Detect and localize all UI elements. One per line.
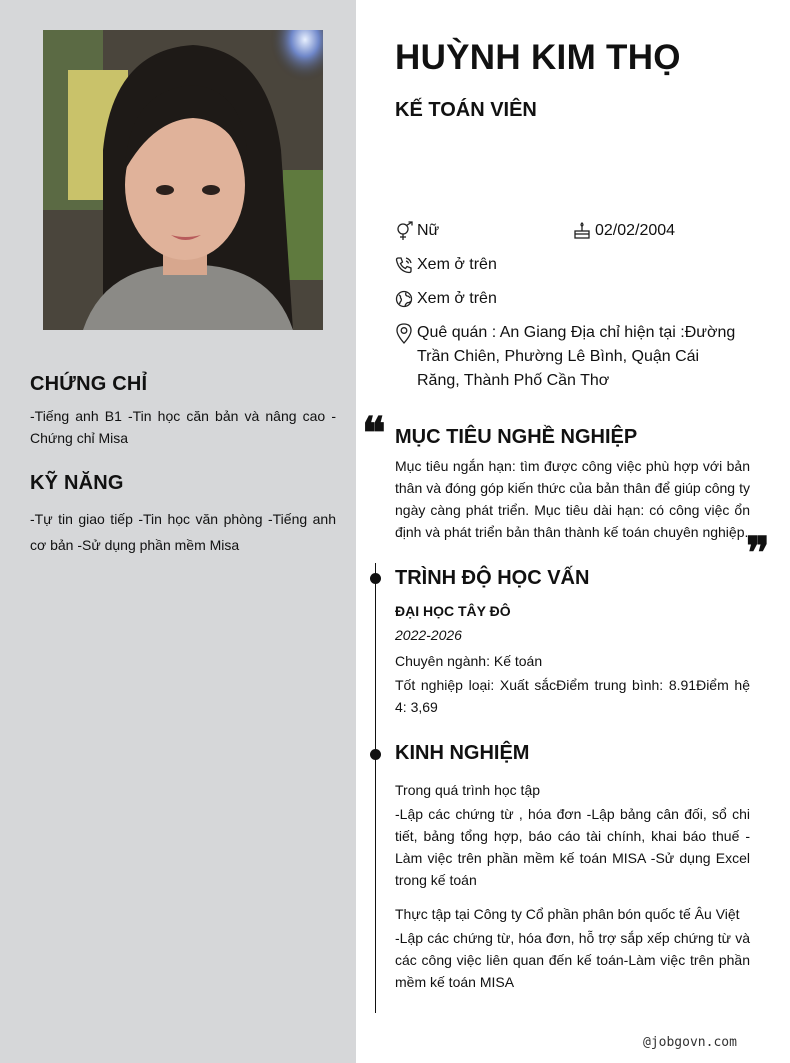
candidate-name: HUỲNH KIM THỌ [395,38,681,77]
phone-value: Xem ở trên [417,256,497,273]
experience-title: KINH NGHIỆM [395,742,530,764]
website-value: Xem ở trên [417,290,497,307]
close-quote-icon: ❞ [746,528,770,579]
gender-icon [395,219,417,243]
objective-text: Mục tiêu ngắn hạn: tìm được công việc phù hợp với bản thân và đóng góp kiến thức của bản thân để giúp công ty ngày càng phát triển. Mục tiêu dài hạn: có công việc ổn định và phát triển bản thân thành kế toán chuyên nghiệp. [395,458,750,540]
phone-row [395,253,497,277]
globe-icon [395,287,417,311]
address-row [395,321,740,393]
phone-icon [395,253,417,277]
footer-watermark: @jobgovn.com [643,1035,737,1050]
gender-value: Nữ [417,222,440,239]
website-row [395,287,497,311]
certificates-title: CHỨNG CHỈ [30,373,148,395]
gender-row [395,219,439,243]
skills-text: -Tự tin giao tiếp -Tin học văn phòng -Tiếng anh cơ bản -Sử dụng phần mềm Misa [30,511,336,553]
address-value: Quê quán : An Giang Địa chỉ hiện tại :Đường Trần Chiên, Phường Lê Bình, Quận Cái Răng, Thành Phố Cần Thơ [417,324,736,389]
certificates-text: -Tiếng anh B1 -Tin học căn bản và nâng cao -Chứng chỉ Misa [30,408,336,446]
map-pin-icon [395,321,417,345]
education-result: Tốt nghiệp loại: Xuất sắcĐiểm trung bình: 8.91Điểm hệ 4: 3,69 [395,677,750,715]
objective-title: MỤC TIÊU NGHỀ NGHIỆP [395,426,638,448]
skills-title: KỸ NĂNG [30,472,124,494]
profile-photo [43,30,323,330]
education-title: TRÌNH ĐỘ HỌC VẤN [395,567,590,589]
education-major: Chuyên ngành: Kế toán [395,653,543,669]
experience-item-text: -Lập các chứng từ, hóa đơn, hỗ trợ sắp xếp chứng từ và các công việc liên quan đến kế toán-Làm việc trên phần mềm kế toán MISA [395,930,750,990]
job-title: KẾ TOÁN VIÊN [395,99,537,121]
timeline-dot-experience [370,749,381,760]
education-school: ĐẠI HỌC TÂY ĐÔ [395,603,511,619]
open-quote-icon: ❝ [362,408,386,459]
experience-item-text: -Lập các chứng từ , hóa đơn -Lập bảng cân đối, sổ chi tiết, bảng tổng hợp, báo cáo tài chính, khai báo thuế -Làm việc trên phần mềm kế toán MISA -Sử dụng Excel trong kế toán [395,806,750,888]
education-years: 2022-2026 [395,627,462,643]
cake-icon [573,219,595,243]
timeline-line [375,563,376,1013]
birthday-row [573,219,675,243]
timeline-dot-education [370,573,381,584]
experience-item-heading: Trong quá trình học tập [395,782,541,798]
experience-item-heading: Thực tập tại Công ty Cổ phần phân bón quốc tế Âu Việt [395,906,740,922]
birthday-value: 02/02/2004 [595,222,676,239]
